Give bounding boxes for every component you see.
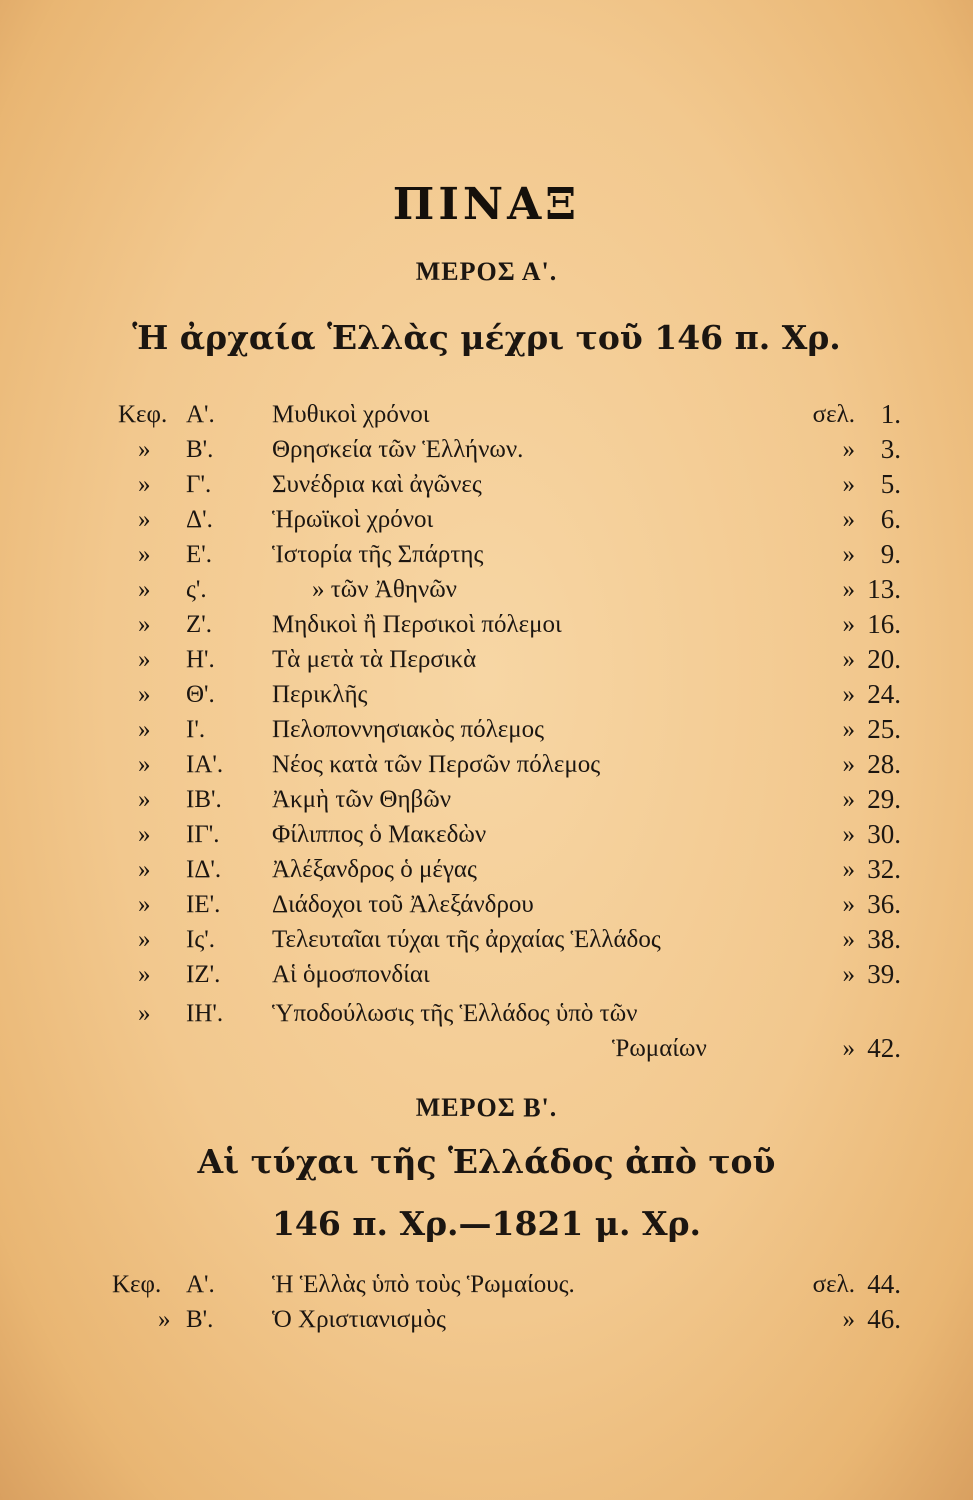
entry-page: 38. — [867, 924, 901, 954]
entry-prefix: » — [138, 751, 151, 778]
toc-entry — [0, 887, 973, 922]
entry-page: 13. — [867, 574, 901, 604]
entry-sel: » — [842, 961, 855, 988]
entry-title: Ἀλέξανδρος ὁ μέγας — [272, 856, 477, 883]
part-a-heading: ΜΕΡΟΣ Α'. — [415, 257, 558, 286]
entry-number: ΙΑ'. — [186, 751, 224, 778]
toc-entry — [0, 712, 973, 747]
entry-page: 44. — [867, 1269, 901, 1299]
toc-entry — [0, 996, 973, 1031]
entry-sel: » — [842, 436, 855, 463]
entry-sel: » — [842, 681, 855, 708]
toc-entry — [0, 537, 973, 572]
entry-prefix: » — [138, 646, 151, 673]
entry-number: Θ'. — [186, 681, 215, 708]
toc-entry — [0, 502, 973, 537]
entry-title: Διάδοχοι τοῦ Ἀλεξάνδρου — [272, 891, 534, 918]
entry-title: Μυθικοὶ χρόνοι — [272, 401, 430, 428]
entry-number: ΙΒ'. — [186, 786, 222, 813]
entry-number: ΙΕ'. — [186, 891, 221, 918]
entry-prefix: » — [138, 576, 151, 603]
entry-page: 29. — [867, 784, 901, 814]
entry-sel: » — [842, 821, 855, 848]
entry-prefix: Κεφ. — [112, 1271, 162, 1298]
entry-title: Ἱστορία τῆς Σπάρτης — [272, 541, 484, 568]
entry-page: 28. — [867, 749, 901, 779]
entry-page: 1. — [880, 399, 901, 429]
entry-prefix: » — [138, 541, 151, 568]
entry-page: 24. — [867, 679, 901, 709]
entry-sel: » — [842, 646, 855, 673]
entry-title: Τελευταῖαι τύχαι τῆς ἀρχαίας Ἑλλάδος — [272, 926, 661, 953]
toc-entry — [0, 467, 973, 502]
toc-entry — [0, 1302, 973, 1337]
entry-number: Α'. — [186, 401, 215, 428]
entry-sel: » — [842, 716, 855, 743]
entry-sel: σελ. — [812, 1271, 855, 1298]
toc-entry — [0, 642, 973, 677]
entry-title: Συνέδρια καὶ ἀγῶνες — [272, 471, 482, 498]
page-title: ΠΙΝΑΞ — [392, 179, 581, 230]
entry-title: Φίλιππος ὁ Μακεδὼν — [272, 821, 487, 848]
entry-title: Μηδικοὶ ἢ Περσικοὶ πόλεμοι — [272, 611, 562, 638]
entry-page: 42. — [867, 1033, 901, 1063]
entry-title: Ἡρωϊκοὶ χρόνοι — [272, 506, 434, 533]
entry-sel: » — [842, 1035, 855, 1062]
entry-number: Α'. — [186, 1271, 215, 1298]
entry-sel: » — [842, 471, 855, 498]
entry-page: 30. — [867, 819, 901, 849]
entry-sel: » — [842, 891, 855, 918]
entry-title: Ὁ Χριστιανισμὸς — [272, 1306, 446, 1333]
entry-number: ΙΓ'. — [186, 821, 220, 848]
entry-title: Ῥωμαίων — [612, 1035, 707, 1062]
entry-title: Τὰ μετὰ τὰ Περσικὰ — [272, 646, 477, 673]
entry-prefix: » — [138, 506, 151, 533]
entry-prefix: » — [138, 1000, 151, 1027]
entry-sel: » — [842, 506, 855, 533]
entry-number: ς'. — [186, 576, 207, 603]
part-a-subtitle: Ἡ ἀρχαία Ἑλλὰς μέχρι τοῦ 146 π. Χρ. — [132, 318, 841, 357]
part-b-heading: ΜΕΡΟΣ Β'. — [415, 1093, 558, 1122]
entry-title: Θρησκεία τῶν Ἑλλήνων. — [272, 436, 524, 463]
entry-prefix: » — [138, 786, 151, 813]
entry-number: ΙΔ'. — [186, 856, 222, 883]
entry-prefix: » — [138, 926, 151, 953]
part-b-subtitle-line1: Αἱ τύχαι τῆς Ἑλλάδος ἀπὸ τοῦ — [197, 1142, 776, 1181]
entry-prefix: » — [138, 681, 151, 708]
entry-number: Ι'. — [186, 716, 206, 743]
toc-entry — [0, 572, 973, 607]
entry-sel: » — [842, 751, 855, 778]
entry-title: Αἱ ὁμοσπονδίαι — [272, 961, 430, 988]
entry-title: Ἀκμὴ τῶν Θηβῶν — [272, 786, 452, 813]
entry-sel: » — [842, 541, 855, 568]
toc-entry — [0, 782, 973, 817]
toc-entry — [0, 817, 973, 852]
entry-number: Δ'. — [186, 506, 213, 533]
entry-page: 9. — [880, 539, 901, 569]
entry-page: 25. — [867, 714, 901, 744]
entry-sel: » — [842, 856, 855, 883]
entry-sel: » — [842, 611, 855, 638]
entry-sel: » — [842, 926, 855, 953]
entry-page: 20. — [867, 644, 901, 674]
toc-entry — [0, 677, 973, 712]
toc-entry — [0, 747, 973, 782]
entry-title: » τῶν Ἀθηνῶν — [312, 576, 457, 603]
toc-entry — [0, 397, 973, 432]
toc-entry-continuation — [0, 1031, 973, 1066]
entry-sel: σελ. — [812, 401, 855, 428]
toc-entry — [0, 922, 973, 957]
entry-prefix: » — [158, 1306, 171, 1333]
entry-number: Β'. — [186, 436, 214, 463]
toc-entry — [0, 957, 973, 992]
entry-prefix: » — [138, 611, 151, 638]
entry-prefix: » — [138, 436, 151, 463]
toc-entry — [0, 852, 973, 887]
entry-number: Β'. — [186, 1306, 214, 1333]
entry-sel: » — [842, 1306, 855, 1333]
entry-number: Ις'. — [186, 926, 215, 953]
entry-prefix: » — [138, 471, 151, 498]
toc-entry — [0, 432, 973, 467]
entry-sel: » — [842, 576, 855, 603]
entry-page: 16. — [867, 609, 901, 639]
part-b-subtitle-line2: 146 π. Χρ.—1821 μ. Χρ. — [271, 1204, 702, 1243]
entry-title: Ὑποδούλωσις τῆς Ἑλλάδος ὑπὸ τῶν — [272, 1000, 638, 1027]
entry-prefix: Κεφ. — [118, 401, 168, 428]
entry-prefix: » — [138, 961, 151, 988]
entry-page: 6. — [880, 504, 901, 534]
entry-title: Ἡ Ἑλλὰς ὑπὸ τοὺς Ῥωμαίους. — [272, 1271, 575, 1298]
entry-number: ΙΖ'. — [186, 961, 221, 988]
entry-prefix: » — [138, 891, 151, 918]
toc-entry — [0, 607, 973, 642]
entry-number: Ε'. — [186, 541, 213, 568]
entry-sel: » — [842, 786, 855, 813]
entry-number: ΙΗ'. — [186, 1000, 224, 1027]
entry-page: 5. — [880, 469, 901, 499]
entry-prefix: » — [138, 716, 151, 743]
entry-page: 39. — [867, 959, 901, 989]
entry-page: 36. — [867, 889, 901, 919]
entry-title: Πελοποννησιακὸς πόλεμος — [272, 716, 545, 743]
entry-page: 46. — [867, 1304, 901, 1334]
entry-title: Νέος κατὰ τῶν Περσῶν πόλεμος — [272, 751, 601, 778]
entry-number: Γ'. — [186, 471, 212, 498]
entry-page: 3. — [880, 434, 901, 464]
entry-number: Η'. — [186, 646, 215, 673]
entry-prefix: » — [138, 821, 151, 848]
entry-page: 32. — [867, 854, 901, 884]
toc-entry — [0, 1267, 973, 1302]
entry-number: Ζ'. — [186, 611, 213, 638]
entry-title: Περικλῆς — [272, 681, 368, 708]
entry-prefix: » — [138, 856, 151, 883]
